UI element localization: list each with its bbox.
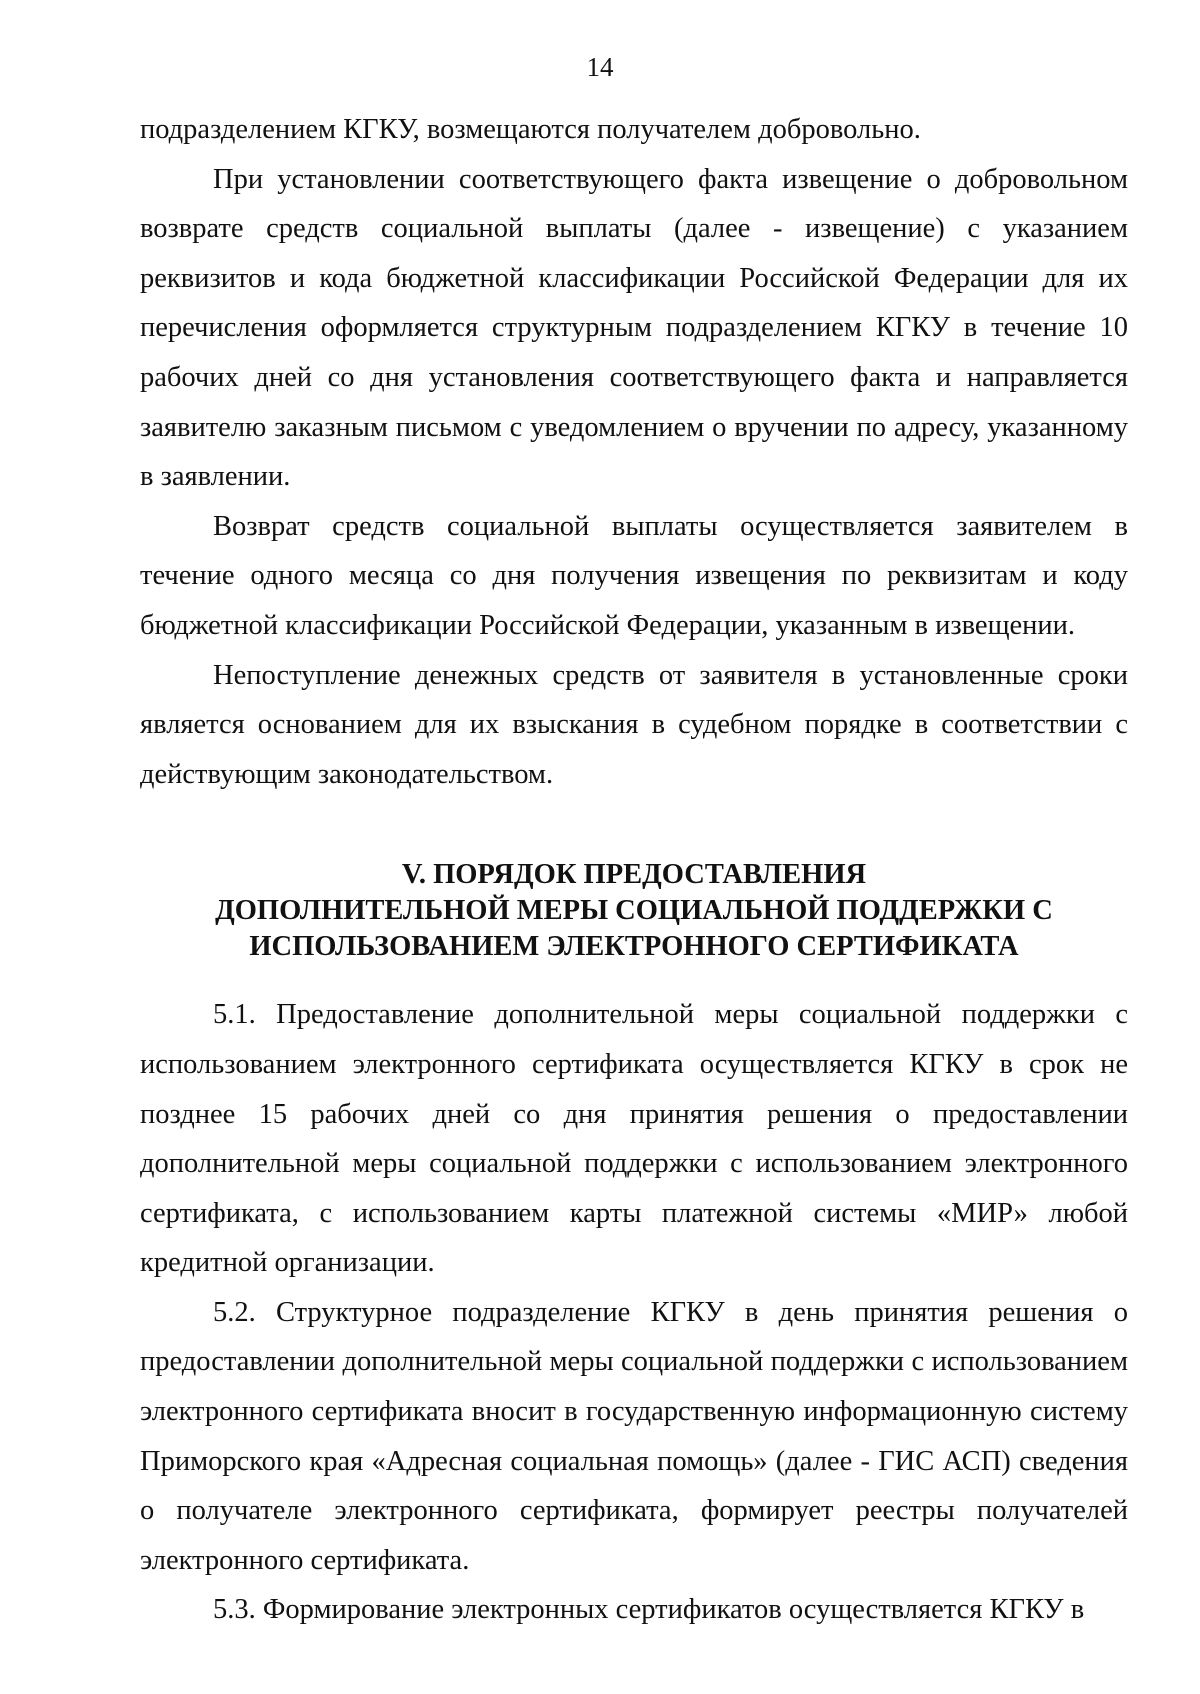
section-heading-line-1: V. ПОРЯДОК ПРЕДОСТАВЛЕНИЯ [401, 859, 867, 891]
paragraph-notice-issuance: При установлении соответствующего факта извещение о добровольном возврате средств социальной выплаты (далее - извещение) с указанием реквизитов и кода бюджетной классификации Российской Федерации для их перечисления оформляется структурным подразделением КГКУ в течение 10 рабочих дней со дня установления соответствующего факта и направляется заявителю заказным письмом с уведомлением о вручении по адресу, указанному в заявлении. [140, 163, 1128, 493]
section-heading-line-2: ДОПОЛНИТЕЛЬНОЙ МЕРЫ СОЦИАЛЬНОЙ ПОДДЕРЖКИ С [215, 895, 1053, 927]
document-body [140, 105, 1128, 1635]
section-heading [140, 857, 1128, 965]
paragraph-non-receipt: Непоступление денежных средств от заявителя в установленные сроки является основанием для их взыскания в судебном порядке в соответствии с действующим законодательством. [140, 659, 1128, 790]
paragraph-5-3: 5.3. Формирование электронных сертификатов осуществляется КГКУ в [213, 1594, 1085, 1626]
page-number: 14 [586, 52, 614, 82]
paragraph-continuation: подразделением КГКУ, возмещаются получателем добровольно. [140, 114, 921, 145]
paragraph-5-2: 5.2. Структурное подразделение КГКУ в день принятия решения о предоставлении дополнительной меры социальной поддержки с использованием электронного сертификата вносит в государственную информационную систему Приморского края «Адресная социальная помощь» (далее - ГИС АСП) сведения о получателе электронного сертификата, формирует реестры получателей электронного сертификата. [140, 1296, 1128, 1576]
paragraph-5-1: 5.1. Предоставление дополнительной меры социальной поддержки с использованием электронного сертификата осуществляется КГКУ в срок не позднее 15 рабочих дней со дня принятия решения о предоставлении дополнительной меры социальной поддержки с использованием электронного сертификата, с использованием карты платежной системы «МИР» любой кредитной организации. [140, 999, 1128, 1279]
section-heading-line-3: ИСПОЛЬЗОВАНИЕМ ЭЛЕКТРОННОГО СЕРТИФИКАТА [249, 931, 1019, 963]
paragraph-refund-term: Возврат средств социальной выплаты осуществляется заявителем в течение одного месяца со дня получения извещения по реквизитам и коду бюджетной классификации Российской Федерации, указанным в извещении. [140, 510, 1128, 641]
